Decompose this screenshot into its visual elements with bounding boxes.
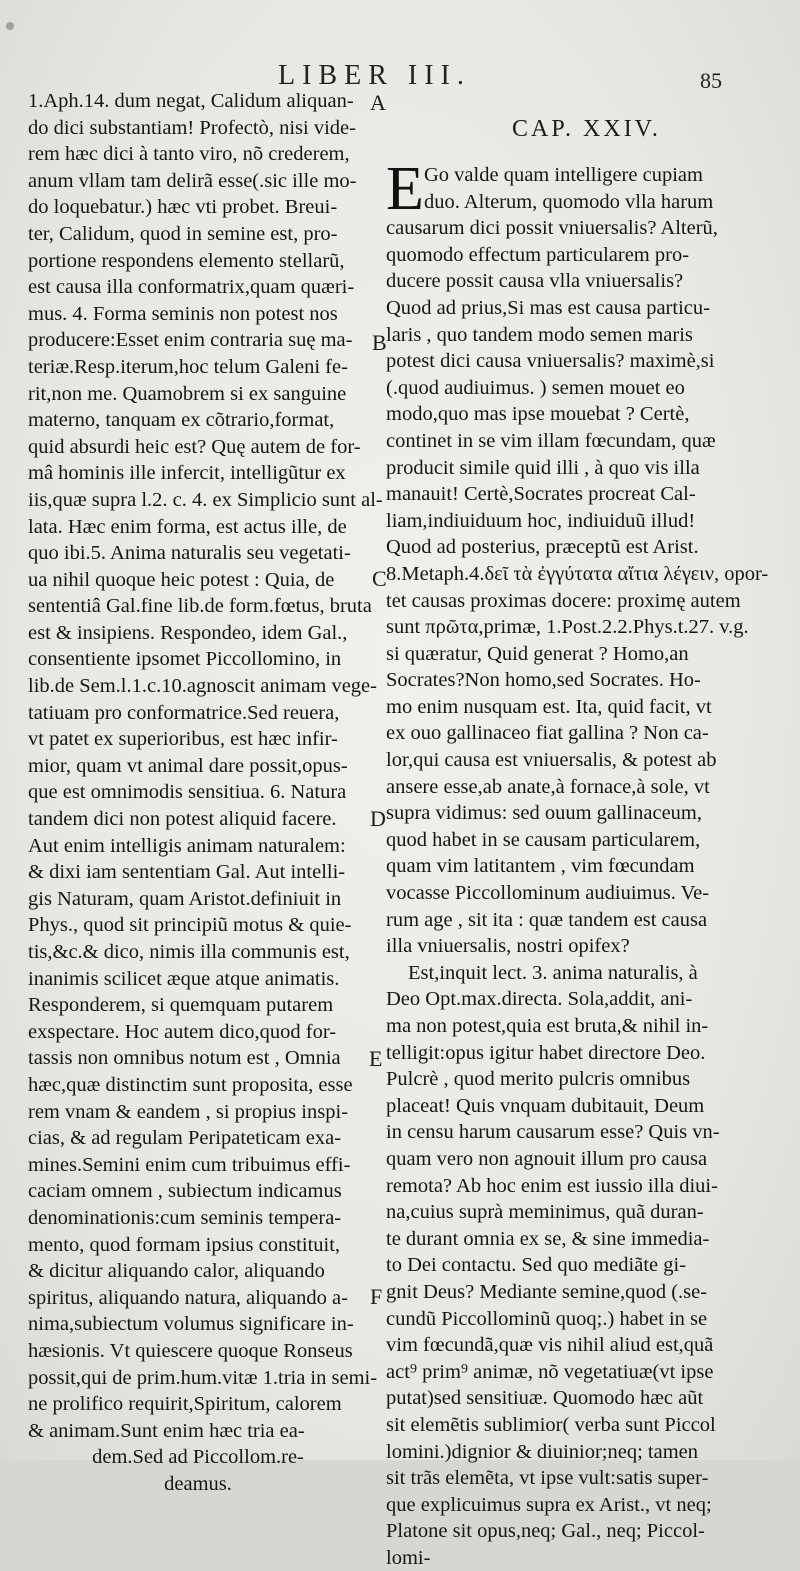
text-line: consentiente ipsomet Piccollomino, in (28, 648, 342, 671)
margin-letter-c: C (372, 566, 387, 591)
text-line: rit,non me. Quamobrem si ex sanguine (28, 382, 347, 405)
text-line: Pulcrè , quod merito pulcris omnibus (386, 1068, 691, 1091)
text-line: modo,quo mas ipse mouebat ? Certè, (386, 403, 690, 426)
text-line: gis Naturam, quam Aristot.definiuit in (28, 887, 342, 910)
text-line: que est omnimodis sensitiua. 6. Natura (28, 781, 347, 804)
text-line: producere:Esset enim contraria suę ma- (28, 329, 353, 352)
text-line: Phys., quod sit principiũ motus & quie- (28, 914, 352, 937)
text-line: vim fœcundã,quæ vis nihil aliud est,quã (386, 1334, 714, 1357)
text-line: ducere possit causa vlla vniuersalis? (386, 270, 684, 293)
text-line: vocasse Piccollominum audiuimus. Ve- (386, 882, 710, 905)
ink-spot (6, 22, 14, 30)
left-text-column (28, 88, 383, 1497)
text-line: placeat! Quis vnquam dubitauit, Deum (386, 1094, 705, 1117)
text-line: & animam.Sunt enim hæc tria ea- (28, 1419, 305, 1442)
text-line: Deo Opt.max.directa. Sola,addit, ani- (386, 988, 693, 1011)
text-line: & dicitur aliquando calor, aliquando (28, 1260, 325, 1283)
text-line: producit simile quid illi , à quo vis illa (386, 456, 700, 479)
margin-letter-b: B (372, 330, 387, 355)
text-line: Est,inquit lect. 3. anima naturalis, à (408, 961, 698, 984)
text-line: Socrates?Non homo,sed Socrates. Ho- (386, 669, 701, 692)
text-line: hæc,quæ distinctim sunt proposita, esse (28, 1073, 353, 1096)
text-line: rem vnam & eandem , si propius inspi- (28, 1100, 348, 1123)
text-line: portione respondens elemento stellarũ, (28, 249, 345, 272)
text-line: na,cuius suprà meminimus, quã duran- (386, 1201, 704, 1224)
text-line: do dici substantiam! Profectò, nisi vide- (28, 116, 356, 139)
text-line: remota? Ab hoc enim est iussio illa diui- (386, 1174, 718, 1197)
text-line: vt patet ex superioribus, est hæc infir- (28, 728, 338, 751)
text-line: mior, quam vt animal dare possit,opus- (28, 754, 348, 777)
running-head-title: LIBER III. (278, 60, 471, 91)
text-line: est & insipiens. Respondeo, idem Gal., (28, 621, 348, 644)
text-line: Aut enim intelligis animam naturalem: (28, 834, 346, 857)
text-line: possit,qui de prim.hum.vitæ 1.tria in semi- (28, 1366, 378, 1389)
text-line: act⁹ prim⁹ animæ, nõ vegetatiuæ(vt ipse (386, 1360, 714, 1383)
text-line: hæsionis. Vt quiescere quoque Ronseus (28, 1339, 353, 1362)
text-line: quomodo effectum particularem pro- (386, 243, 690, 266)
text-line: putat)sed sensitiuæ. Quomodo hæc aũt (386, 1387, 704, 1410)
text-line: quid absurdi heic est? Quę autem de for- (28, 435, 361, 458)
text-line: ter, Calidum, quod in semine est, pro- (28, 222, 338, 245)
text-line: teriæ.Resp.iterum,hoc telum Galeni fe- (28, 355, 348, 378)
text-line: exspectare. Hoc autem dico,quod for- (28, 1020, 337, 1043)
text-line: quo ibi.5. Anima naturalis seu vegetati- (28, 542, 351, 565)
text-line: iis,quæ supra l.2. c. 4. ex Simplicio sunt al- (28, 488, 383, 511)
text-line: anum vllam tam delirã esse(.sic ille mo- (28, 169, 357, 192)
text-line: quod habet in se causam particularem, (386, 828, 701, 851)
text-line: 1.Aph.14. dum negat, Calidum aliquan- (28, 90, 354, 112)
text-line: ua nihil quoque heic potest : Quia, de (28, 568, 335, 591)
text-line: Platone sit opus,neq; Gal., neq; Piccol- (386, 1520, 705, 1543)
margin-letter-d: D (370, 806, 386, 831)
text-line: rem hæc dici à tanto viro, nõ crederem, (28, 143, 350, 166)
text-line: supra vidimus: sed ouum gallinaceum, (386, 802, 702, 825)
text-line: tassis non omnibus notum est , Omnia (28, 1047, 341, 1070)
text-line: ansere esse,ab anate,à fornace,à sole, vt (386, 775, 710, 798)
drop-cap-initial: E (386, 155, 424, 223)
text-line: Responderem, si quemquam putarem (28, 994, 334, 1017)
text-line: tis,&c.& dico, nimis illa communis est, (28, 941, 350, 963)
text-line: tet causas proximas docere: proximę autem (386, 589, 741, 612)
text-line: lata. Hæc enim forma, est actus ille, de (28, 515, 347, 538)
text-line: gnit Deus? Mediante semine,quod (.se- (386, 1280, 708, 1303)
text-line: mines.Semini enim cum tribuimus effi- (28, 1153, 351, 1176)
text-line: ex ouo gallinaceo fiat gallina ? Non ca- (386, 722, 709, 745)
text-line: lor,qui causa est vniuersalis, & potest ab (386, 749, 717, 772)
text-line: quam vim latitantem , vim fœcundam (386, 855, 695, 878)
text-line: sit elemẽtis sublimior( verba sunt Piccol (386, 1413, 716, 1436)
text-line: caciam omnem , subiectum indicamus (28, 1180, 342, 1203)
text-line: que explicuimus supra ex Arist., vt neq; (386, 1493, 712, 1516)
text-line: Go valde quam intelligere cupiam (424, 164, 703, 186)
text-line: ma non potest,quia est bruta,& nihil in- (386, 1015, 709, 1037)
margin-letter-f: F (370, 1284, 383, 1309)
text-line: denominationis:cum seminis tempera- (28, 1206, 342, 1229)
text-line: lomi- (386, 1546, 431, 1569)
text-line: rum age , sit ita : quæ tandem est causa (386, 908, 708, 931)
text-line: tandem dici non potest aliquid facere. (28, 808, 337, 831)
text-line: te durant omnia ex se, & sine immedia- (386, 1227, 710, 1250)
margin-letter-a: A (370, 90, 386, 115)
text-line: lib.de Sem.l.1.c.10.agnoscit animam vege- (28, 675, 377, 698)
text-line: 8.Metaph.4.δεῖ τὰ ἐγγύτατα αἴτια λέγειν, opor- (386, 562, 769, 585)
text-line: quam vero non agnouit illum pro causa (386, 1147, 708, 1170)
text-line: to Dei contactu. Sed quo mediãte gi- (386, 1254, 687, 1277)
text-line: si quæratur, Quid generat ? Homo,an (386, 642, 689, 665)
text-line: sunt πρῶτα,primæ, 1.Post.2.2.Phys.t.27. v.g. (386, 616, 749, 639)
text-line: laris , quo tandem modo semen maris (386, 323, 693, 346)
text-line: Quod ad prius,Si mas est causa particu- (386, 296, 710, 319)
text-line: tatiuam pro conformatrice.Sed reuera, (28, 701, 340, 724)
text-line: Quod ad posterius, præceptũ est Arist. (386, 536, 699, 559)
text-line: mus. 4. Forma seminis non potest nos (28, 302, 338, 325)
text-line: lomini.)dignior & diuinior;neq; tamen (386, 1440, 699, 1463)
text-line: causarum dici possit vniuersalis? Alterũ, (386, 217, 718, 240)
text-line: sit trãs elemẽta, vt ipse vult:satis super- (386, 1467, 709, 1490)
text-line: cias, & ad regulam Peripateticam exa- (28, 1127, 342, 1150)
text-line: & dixi iam sententiam Gal. Aut intelli- (28, 861, 346, 884)
text-line: mo enim nusquam est. Ita, quid facit, vt (386, 695, 712, 718)
text-line: telligit:opus igitur habet directore Deo. (386, 1041, 706, 1064)
text-line: inanimis scilicet æque atque animatis. (28, 967, 340, 990)
margin-letter-e: E (369, 1046, 383, 1071)
text-line: nima,subiectum volumus significare in- (28, 1313, 354, 1336)
text-line: (.quod audiuimus. ) semen mouet eo (386, 376, 685, 399)
text-line: illa vniuersalis, nostri opifex? (386, 935, 630, 958)
chapter-heading: CAP. XXIV. (512, 116, 661, 142)
text-line: mâ hominis ille infercit, intelligũtur ex (28, 462, 346, 485)
text-line: duo. Alterum, quomodo vlla harum (424, 190, 714, 213)
text-line: dem.Sed ad Piccollom.re- (92, 1446, 304, 1469)
text-line: materno, tanquam ex cõtrario,format, (28, 409, 335, 432)
text-line: continet in se vim illam fœcundam, quæ (386, 429, 716, 452)
text-line: mento, quod formam ipsius constituit, (28, 1233, 341, 1256)
text-line: ne prolifico requirit,Spiritum, calorem (28, 1393, 342, 1416)
text-line: deamus. (164, 1472, 232, 1495)
text-line: potest dici causa vniuersalis? maximè,si (386, 350, 715, 373)
text-line: est causa illa conformatrix,quam quæri- (28, 276, 355, 299)
text-line: in censu harum causarum esse? Quis vn- (386, 1121, 720, 1144)
text-line: liam,indiuiduum hoc, indiuiduũ illud! (386, 509, 696, 532)
text-line: sententiâ Gal.fine lib.de form.fœtus, bruta (28, 595, 372, 618)
text-line: manauit! Certè,Socrates procreat Cal- (386, 483, 696, 506)
right-text-column (386, 162, 792, 1571)
text-line: do loquebatur.) hæc vti probet. Breui- (28, 196, 338, 219)
page-number: 85 (700, 68, 722, 93)
text-line: spiritus, aliquando natura, aliquando a- (28, 1286, 348, 1309)
text-line: cundũ Piccollominũ quoq;.) habet in se (386, 1307, 708, 1330)
